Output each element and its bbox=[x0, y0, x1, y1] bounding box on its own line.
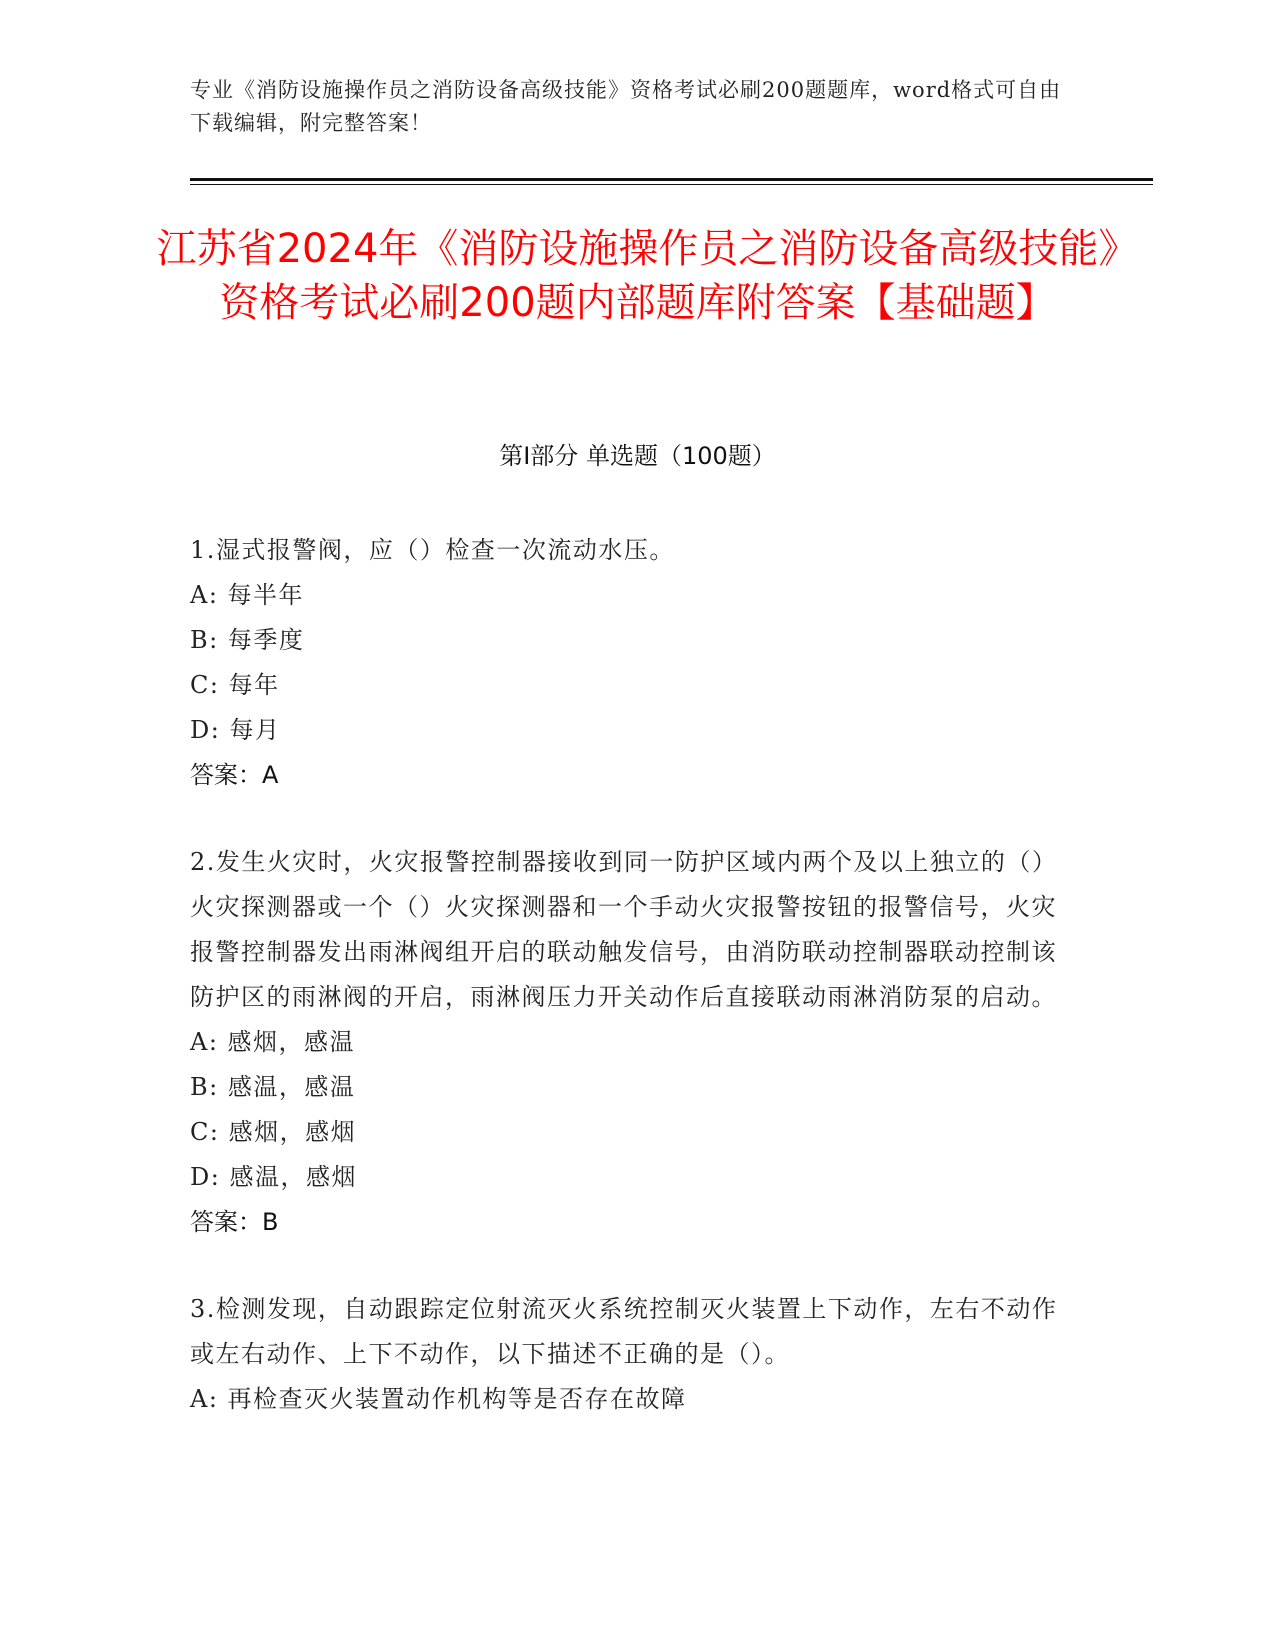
question-2 bbox=[190, 840, 1070, 1245]
option-a: A: 感烟，感温 bbox=[190, 1028, 356, 1056]
option-a: A: 每半年 bbox=[190, 581, 305, 609]
header-note: 专业《消防设施操作员之消防设备高级技能》资格考试必刷200题题库，word格式可自由下载编辑，附完整答案！ bbox=[190, 78, 1062, 135]
section-title: 第I部分 单选题（100题） bbox=[499, 442, 776, 470]
document-title: 江苏省2024年《消防设施操作员之消防设备高级技能》资格考试必刷200题内部题库附答案【基础题】 bbox=[156, 226, 1119, 326]
question-1 bbox=[190, 528, 1070, 798]
option-d: D: 感温，感烟 bbox=[190, 1163, 357, 1191]
answer-line: 答案：B bbox=[190, 1208, 279, 1236]
question-list bbox=[190, 528, 1070, 1464]
option-b: B: 感温，感温 bbox=[190, 1073, 356, 1101]
option-a: A: 再检查灭火装置动作机构等是否存在故障 bbox=[190, 1385, 687, 1413]
question-stem: 3.检测发现，自动跟踪定位射流灭火系统控制灭火装置上下动作，左右不动作或左右动作、上下不动作，以下描述不正确的是（）。 bbox=[190, 1295, 1058, 1368]
question-3 bbox=[190, 1287, 1070, 1422]
option-c: C: 感烟，感烟 bbox=[190, 1118, 357, 1146]
header-divider-thick bbox=[190, 178, 1153, 181]
answer-line: 答案：A bbox=[190, 761, 279, 789]
option-d: D: 每月 bbox=[190, 716, 281, 744]
header-divider-thin bbox=[190, 184, 1153, 185]
question-stem: 2.发生火灾时，火灾报警控制器接收到同一防护区域内两个及以上独立的（）火灾探测器或一个（）火灾探测器和一个手动火灾报警按钮的报警信号，火灾报警控制器发出雨淋阀组开启的联动触发信号，由消防联动控制器联动控制该防护区的雨淋阀的开启，雨淋阀压力开关动作后直接联动雨淋消防泵的启动。 bbox=[190, 848, 1058, 1011]
question-stem: 1.湿式报警阀，应（）检查一次流动水压。 bbox=[190, 536, 675, 564]
option-b: B: 每季度 bbox=[190, 626, 305, 654]
option-c: C: 每年 bbox=[190, 671, 280, 699]
